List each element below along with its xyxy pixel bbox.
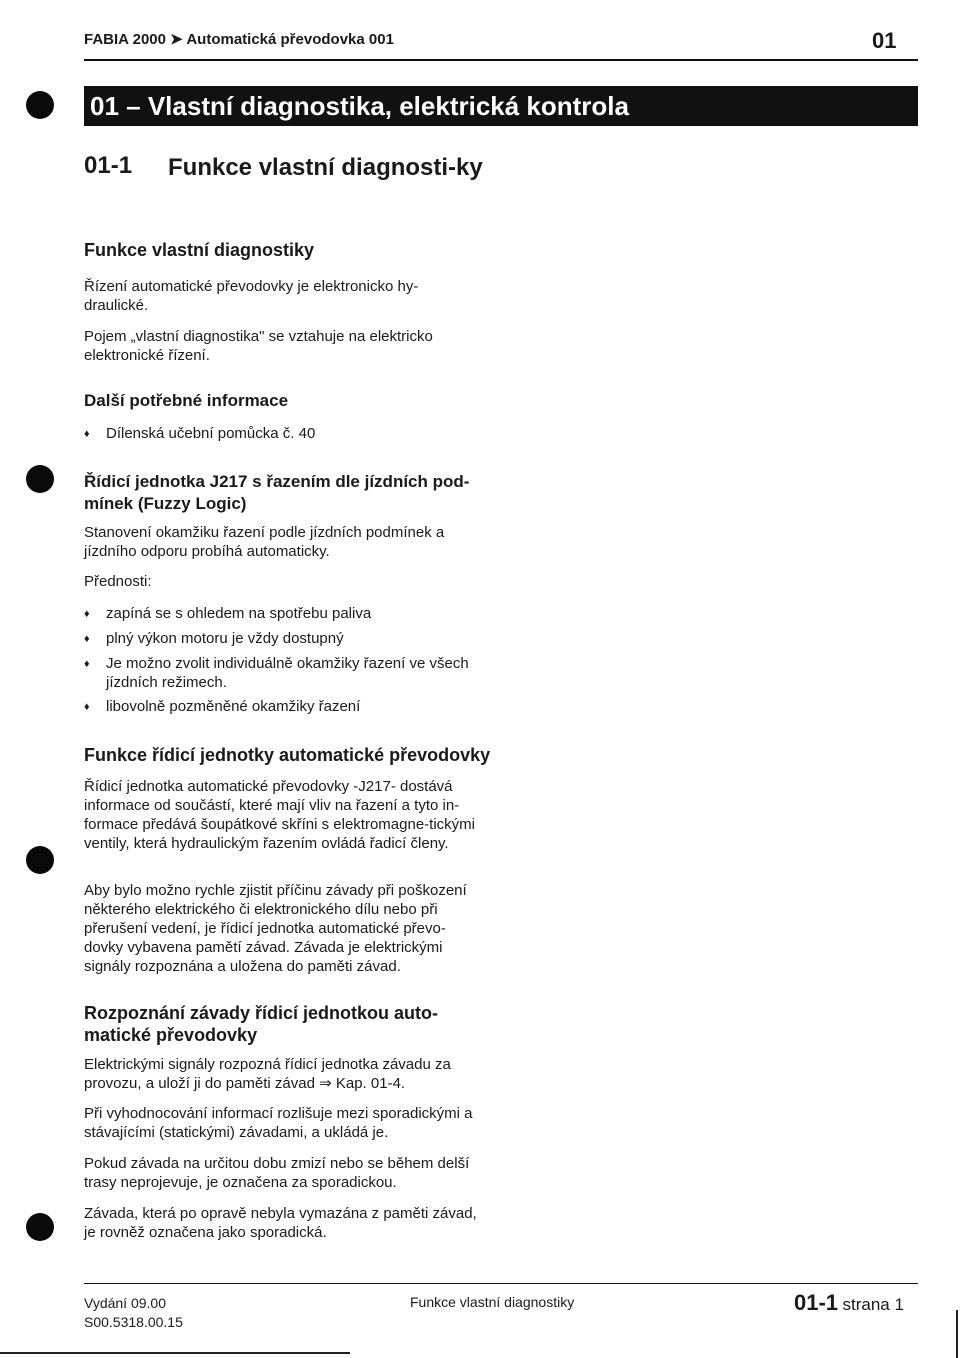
heading-further-info: Další potřebné informace [84, 391, 289, 410]
bullet-full-power: ♦ plný výkon motoru je vždy dostupný [84, 629, 486, 648]
footer-page-number: 01-1 [794, 1290, 839, 1315]
section-number: 01-1 [84, 152, 133, 179]
header-divider [84, 59, 918, 61]
paragraph-uncleared-fault: Závada, která po opravě nebyla vymazána z paměti závad, je rovněž označena jako sporadická. [84, 1205, 477, 1241]
paragraph-fault-detection: Elektrickými signály rozpozná řídicí jednotka závadu za provozu, a uloží ji do paměti závad ⇒ Kap. 01-4. [84, 1056, 451, 1092]
paragraph-fault-memory: Aby bylo možno rychle zjistit příčinu závady při poškození některého elektrického či elektronického dílu nebo při přerušení vedení, je řídicí jednotka automatické převo-dovky vybavena pamětí závad. Závada je elektrickými signály rozpoznána a uložena do paměti závad. [84, 882, 467, 975]
binder-hole-3 [26, 846, 54, 874]
footer-edition-block [84, 1294, 183, 1332]
bullet-fuel-consumption: ♦ zapíná se s ohledem na spotřebu paliva [84, 604, 486, 623]
bullet-teaching-aid: ♦ Dílenská učební pomůcka č. 40 [84, 424, 486, 443]
paragraph-control-type: Řízení automatické převodovky je elektronicko hy-draulické. [84, 278, 419, 314]
scan-edge-line [0, 1352, 350, 1354]
footer-divider [84, 1283, 918, 1284]
bullet-individual-shift: ♦ Je možno zvolit individuálně okamžiky řazení ve všech jízdních režimech. [84, 654, 486, 692]
footer-page-block [794, 1290, 904, 1316]
binder-hole-4 [26, 1213, 54, 1241]
heading-control-unit-function: Funkce řídicí jednotky automatické převodovky [84, 745, 491, 765]
footer-code: S00.5318.00.15 [84, 1314, 183, 1330]
chapter-banner: 01 – Vlastní diagnostika, elektrická kontrola [84, 86, 918, 126]
paragraph-advantages-label: Přednosti: [84, 573, 152, 590]
footer-section-title: Funkce vlastní diagnostiky [410, 1294, 575, 1310]
heading-self-diagnosis-function: Funkce vlastní diagnostiky [84, 240, 315, 260]
paragraph-shift-determination: Stanovení okamžiku řazení podle jízdních podmínek a jízdního odporu probíhá automaticky. [84, 524, 445, 560]
paragraph-sporadic-fault: Pokud závada na určitou dobu zmizí nebo se během delší trasy neprojevuje, je označena za sporadickou. [84, 1155, 470, 1191]
binder-hole-2 [26, 465, 54, 493]
heading-fault-recognition: Rozpoznání závady řídicí jednotkou auto-matické převodovky [84, 1003, 439, 1045]
chapter-number: 01 [872, 28, 897, 53]
section-title: Funkce vlastní diagnosti-ky [168, 154, 483, 181]
paragraph-fault-classification: Při vyhodnocování informací rozlišuje mezi sporadickými a stávajícími (statickými) závadami, a ukládá je. [84, 1105, 473, 1141]
manual-title: FABIA 2000 ➤ Automatická převodovka 001 [84, 31, 394, 48]
paragraph-control-unit-inputs: Řídicí jednotka automatické převodovky -J217- dostává informace od součástí, které mají vliv na řazení a tyto in-formace předává šoupátkové skříni s elektromagne-tickými ventily, která hydraulickým řazením ovládá řadicí členy. [84, 778, 475, 852]
footer-edition: Vydání 09.00 [84, 1295, 166, 1311]
footer-page-label: strana 1 [842, 1295, 904, 1314]
paragraph-term-definition: Pojem „vlastní diagnostika" se vztahuje na elektricko elektronické řízení. [84, 328, 433, 364]
bullet-modified-shift: ♦ libovolně pozměněné okamžiky řazení [84, 697, 486, 716]
scan-edge-mark [956, 1310, 958, 1358]
heading-control-unit-fuzzy: Řídicí jednotka J217 s řazením dle jízdních pod-mínek (Fuzzy Logic) [84, 472, 470, 513]
binder-hole-1 [26, 91, 54, 119]
